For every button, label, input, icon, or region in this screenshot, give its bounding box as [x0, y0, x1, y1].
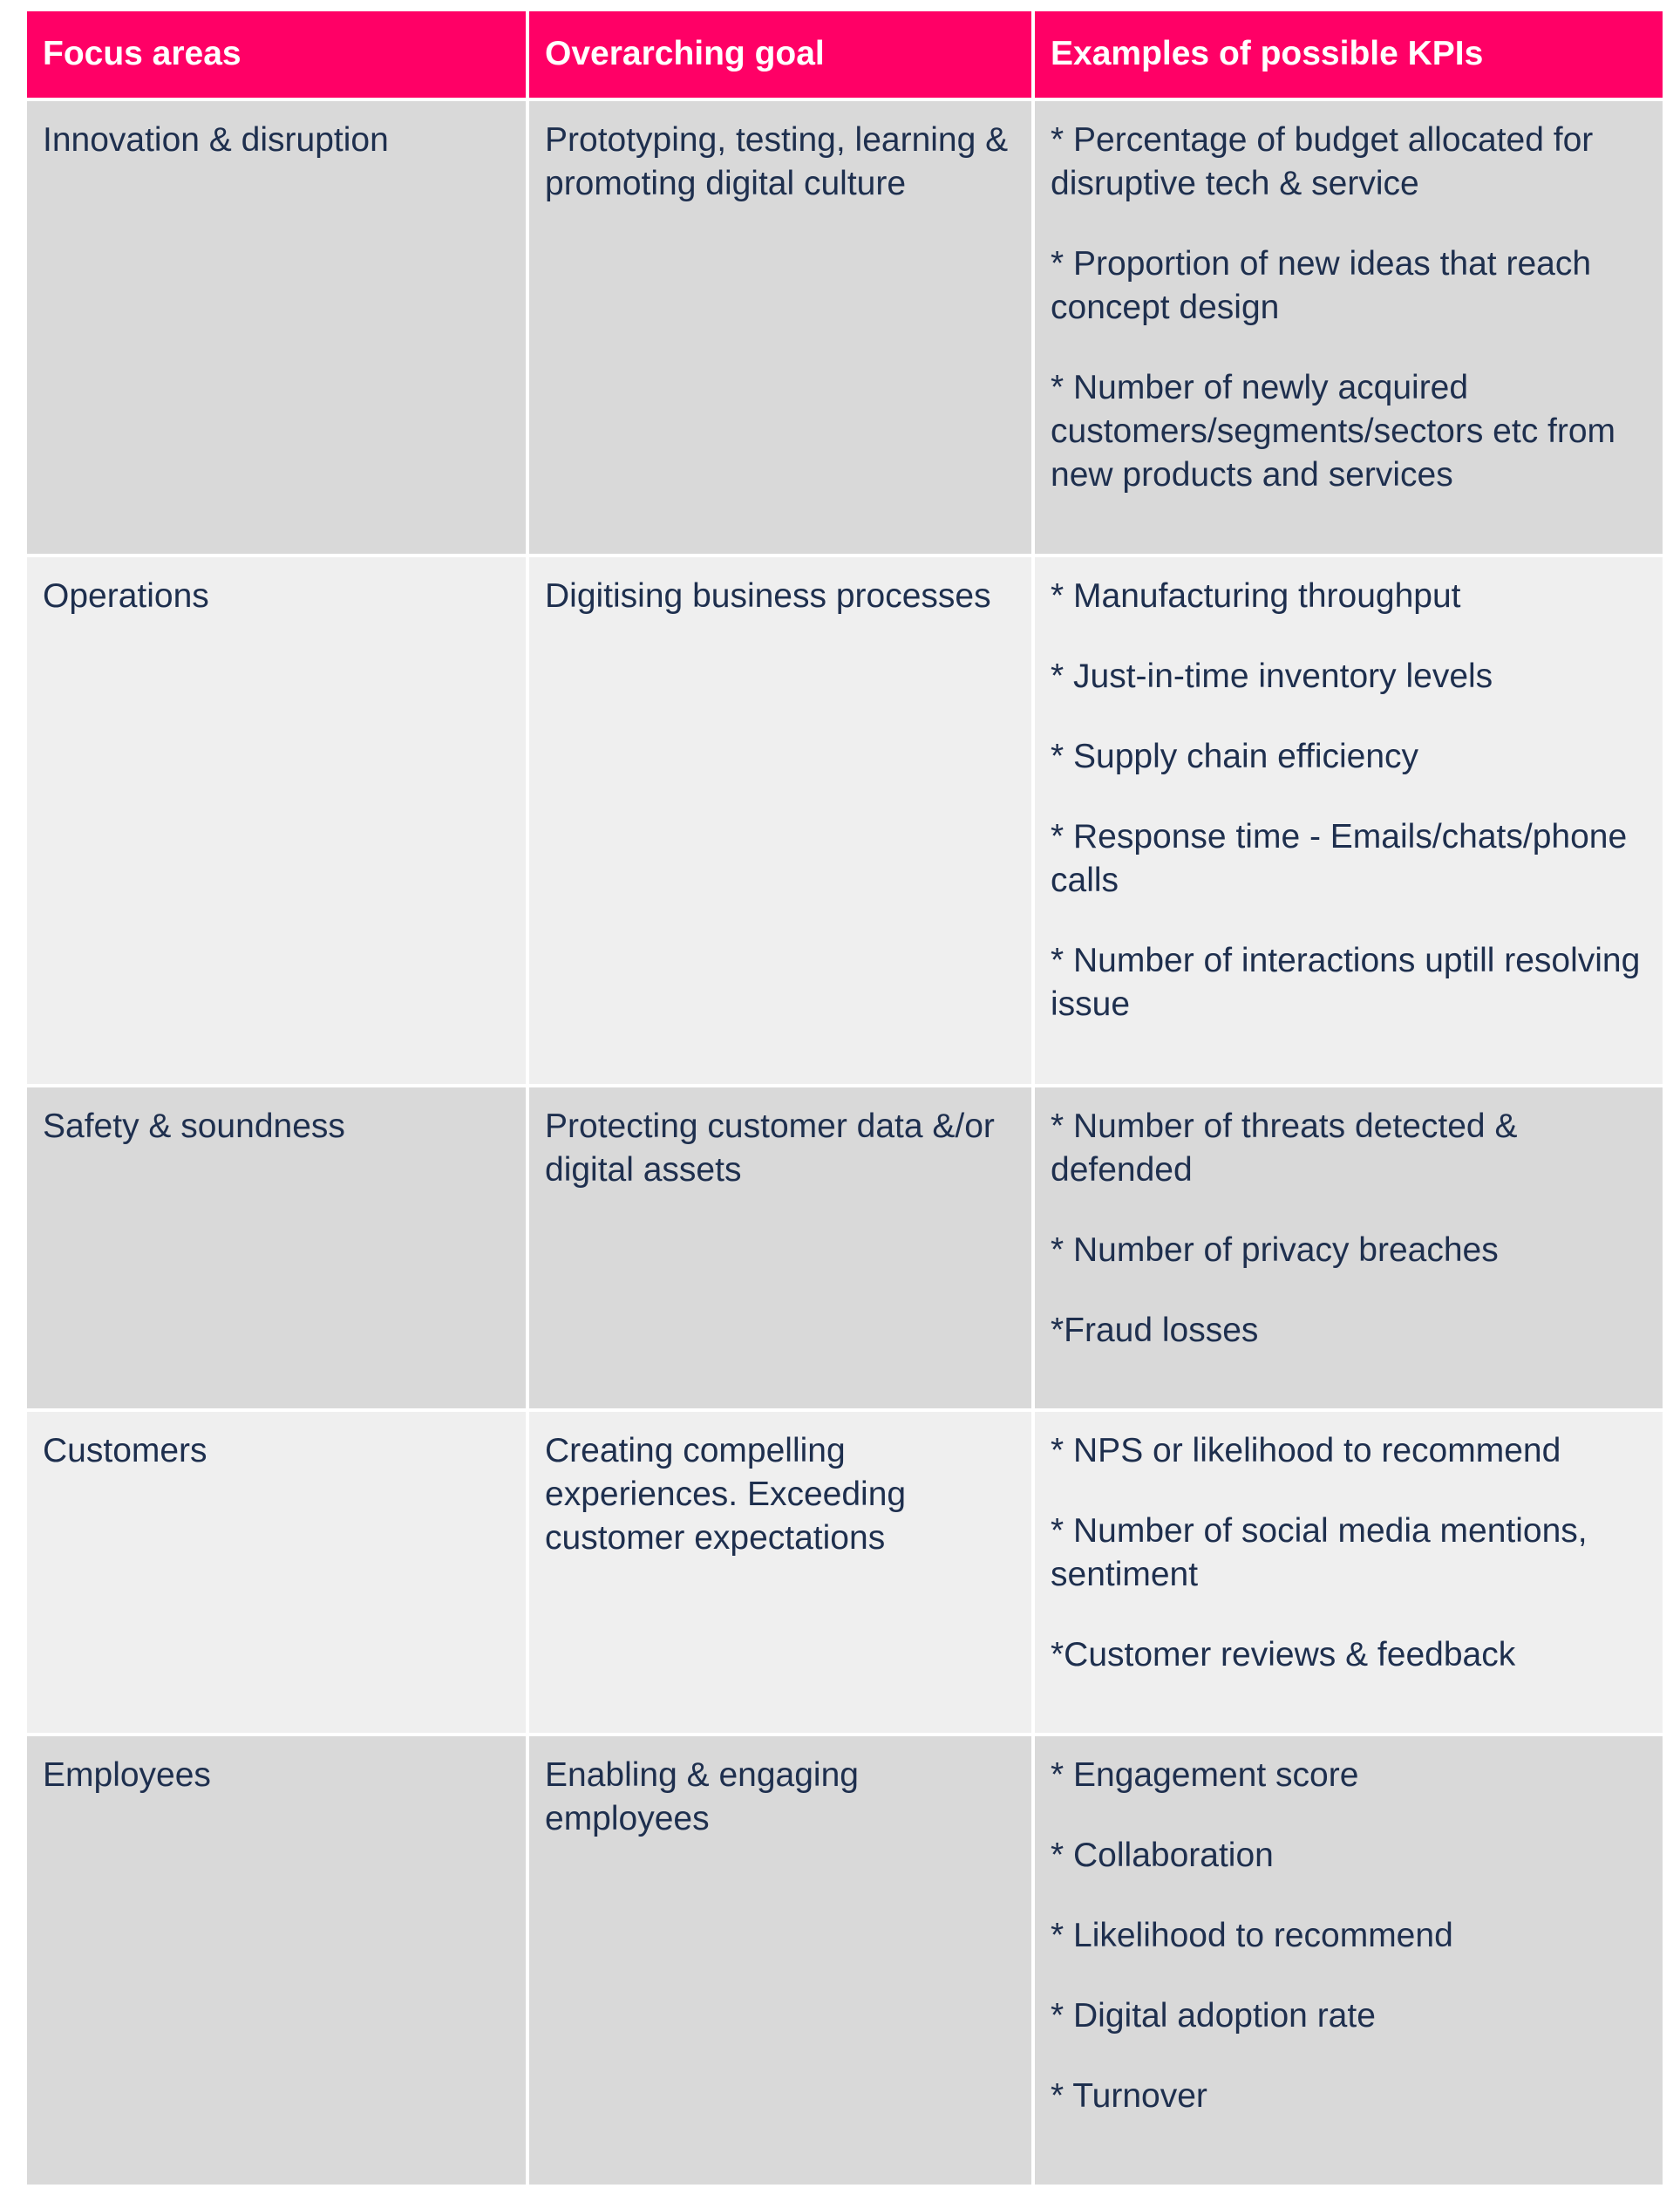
kpi-item: * Collaboration	[1051, 1837, 1274, 1874]
table-body	[27, 101, 1663, 2188]
table-row	[27, 557, 1663, 1087]
focus-area-cell: Safety & soundness	[27, 1087, 529, 1412]
goal-cell: Creating compelling experiences. Exceeding customer expectations	[529, 1412, 1035, 1736]
kpi-table	[27, 11, 1663, 2188]
header-overarching-goal: Overarching goal	[529, 11, 1035, 101]
focus-area-cell: Employees	[27, 1736, 529, 2188]
kpi-item: * Digital adoption rate	[1051, 1997, 1376, 2035]
kpi-item: * Likelihood to recommend	[1051, 1917, 1453, 1954]
goal-cell: Prototyping, testing, learning & promoting digital culture	[529, 101, 1035, 557]
table-row	[27, 1087, 1663, 1412]
focus-area-cell: Innovation & disruption	[27, 101, 529, 557]
kpi-list	[1051, 1105, 1647, 1353]
kpi-item: * Just-in-time inventory levels	[1051, 658, 1493, 695]
kpi-cell	[1035, 101, 1663, 557]
kpi-item: * Proportion of new ideas that reach concept design	[1051, 245, 1592, 326]
table-row	[27, 101, 1663, 557]
kpi-list	[1051, 1429, 1647, 1677]
kpi-list	[1051, 575, 1647, 1026]
kpi-item: * Number of privacy breaches	[1051, 1231, 1499, 1269]
kpi-item: * Turnover	[1051, 2077, 1207, 2115]
header-kpi-examples: Examples of possible KPIs	[1035, 11, 1663, 101]
kpi-cell	[1035, 1736, 1663, 2188]
kpi-cell	[1035, 1412, 1663, 1736]
kpi-cell	[1035, 1087, 1663, 1412]
goal-cell: Digitising business processes	[529, 557, 1035, 1087]
kpi-list	[1051, 1754, 1647, 2118]
header-row	[27, 11, 1663, 101]
kpi-list	[1051, 119, 1647, 497]
kpi-item: * Supply chain efficiency	[1051, 738, 1419, 775]
focus-area-cell: Customers	[27, 1412, 529, 1736]
table-header	[27, 11, 1663, 101]
kpi-item: * Number of threats detected & defended	[1051, 1108, 1518, 1189]
goal-cell: Enabling & engaging employees	[529, 1736, 1035, 2188]
table-row	[27, 1736, 1663, 2188]
kpi-item: *Customer reviews & feedback	[1051, 1636, 1516, 1673]
kpi-item: * NPS or likelihood to recommend	[1051, 1432, 1561, 1469]
kpi-item: * Number of social media mentions, sentiment	[1051, 1512, 1588, 1593]
focus-area-cell: Operations	[27, 557, 529, 1087]
kpi-item: * Number of interactions uptill resolving issue	[1051, 942, 1641, 1023]
kpi-cell	[1035, 557, 1663, 1087]
goal-cell: Protecting customer data &/or digital assets	[529, 1087, 1035, 1412]
kpi-item: * Engagement score	[1051, 1756, 1359, 1794]
kpi-item: *Fraud losses	[1051, 1312, 1259, 1349]
kpi-item: * Manufacturing throughput	[1051, 577, 1461, 615]
kpi-item: * Percentage of budget allocated for disruptive tech & service	[1051, 121, 1594, 202]
kpi-item: * Number of newly acquired customers/segments/sectors etc from new products and services	[1051, 369, 1616, 494]
header-focus-areas: Focus areas	[27, 11, 529, 101]
kpi-item: * Response time - Emails/chats/phone calls	[1051, 818, 1628, 899]
table-row	[27, 1412, 1663, 1736]
